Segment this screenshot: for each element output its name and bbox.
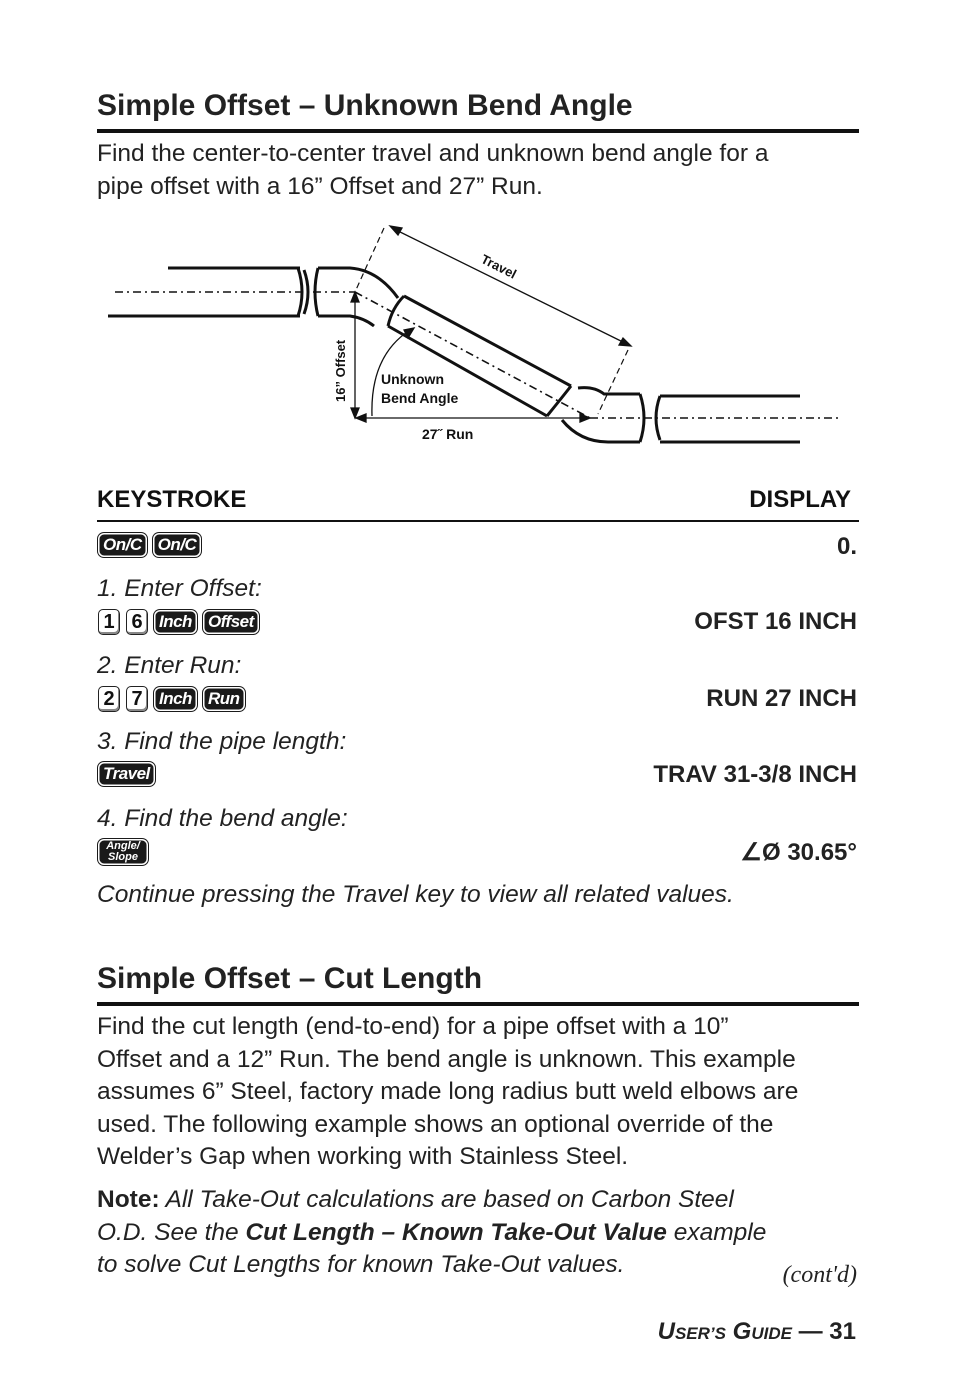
step-keys (98, 839, 148, 865)
run-label: 27˝ Run (422, 426, 474, 442)
section-title: Simple Offset – Cut Length (97, 962, 483, 995)
para-line: Offset and a 12” Run. The bend angle is unknown. This example (97, 1045, 796, 1073)
note-text: All Take-Out calculations are based on Carbon Steel (159, 1186, 734, 1213)
footer-text: SER’S (674, 1324, 726, 1343)
note-label: Note: (97, 1186, 160, 1213)
footer-text: G (732, 1318, 752, 1345)
para-line: Welder’s Gap when working with Stainless Steel. (97, 1143, 629, 1170)
section-title: Simple Offset – Unknown Bend Angle (97, 89, 633, 122)
angle-key-line: Angle/ (106, 840, 140, 852)
intro-line: Find the center-to-center travel and unknown bend angle for a (97, 140, 769, 167)
step-label: 3. Find the pipe length: (97, 728, 347, 755)
on-c-key[interactable]: On/C (153, 533, 202, 557)
step-label: 1. Enter Offset: (97, 575, 262, 602)
inch-key[interactable]: Inch (154, 610, 197, 634)
step-label: 4. Find the bend angle: (97, 805, 348, 832)
inch-key[interactable]: Inch (154, 687, 197, 711)
note-paragraph (97, 1184, 766, 1282)
travel-label: Travel (478, 251, 519, 282)
note-line (97, 1217, 766, 1250)
offset-key[interactable]: Offset (203, 610, 259, 634)
continue-note: Continue pressing the Travel key to view all related values. (97, 881, 734, 908)
step-label: 2. Enter Run: (97, 652, 242, 679)
step-keys (98, 686, 245, 712)
note-text: O.D. See the (97, 1218, 246, 1246)
display-header: DISPLAY (749, 486, 851, 513)
note-link-title: Cut Length – Known Take-Out Value (245, 1218, 667, 1246)
footer-text: UIDE (751, 1324, 792, 1343)
travel-key[interactable]: Travel (98, 762, 155, 786)
clear-display: 0. (836, 533, 857, 560)
page-footer (658, 1318, 856, 1346)
title-rule (97, 1002, 859, 1006)
note-line: to solve Cut Lengths for known Take-Out values. (97, 1251, 625, 1278)
digit-2-key[interactable]: 2 (98, 686, 120, 712)
intro-line: pipe offset with a 16” Offset and 27” Run. (97, 172, 543, 200)
digit-6-key[interactable]: 6 (126, 609, 148, 635)
cut-length-paragraph (97, 1011, 798, 1174)
page-number: — 31 (791, 1318, 856, 1345)
digit-7-key[interactable]: 7 (126, 686, 148, 712)
step-display: ∠Ø 30.65° (740, 839, 857, 866)
step-display: RUN 27 INCH (706, 685, 857, 712)
offset-label: 16” Offset (333, 339, 348, 402)
digit-1-key[interactable]: 1 (98, 609, 120, 635)
step-display: OFST 16 INCH (694, 608, 857, 635)
contd-label: (cont'd) (782, 1262, 857, 1288)
slope-key-line: Slope (108, 851, 138, 863)
footer-text: U (657, 1318, 675, 1345)
title-rule (97, 129, 859, 133)
step-display: TRAV 31-3/8 INCH (653, 761, 857, 788)
on-c-key[interactable]: On/C (98, 533, 147, 557)
step-keys (98, 762, 155, 786)
angle-label-line2: Bend Angle (381, 390, 459, 406)
table-rule (97, 520, 859, 522)
offset-diagram (100, 215, 850, 450)
keystroke-header: KEYSTROKE (97, 486, 247, 513)
run-key[interactable]: Run (203, 687, 245, 711)
para-line: assumes 6” Steel, factory made long radius butt weld elbows are (97, 1078, 799, 1105)
angle-slope-key[interactable] (98, 839, 148, 865)
para-line: Find the cut length (end-to-end) for a pipe offset with a 10” (97, 1013, 729, 1040)
angle-label-line1: Unknown (381, 371, 444, 387)
note-line (97, 1184, 766, 1217)
note-text: example (666, 1218, 767, 1246)
intro-paragraph (97, 138, 768, 203)
clear-keys (98, 533, 201, 557)
para-line: used. The following example shows an optional override of the (97, 1110, 774, 1138)
step-keys (98, 609, 259, 635)
